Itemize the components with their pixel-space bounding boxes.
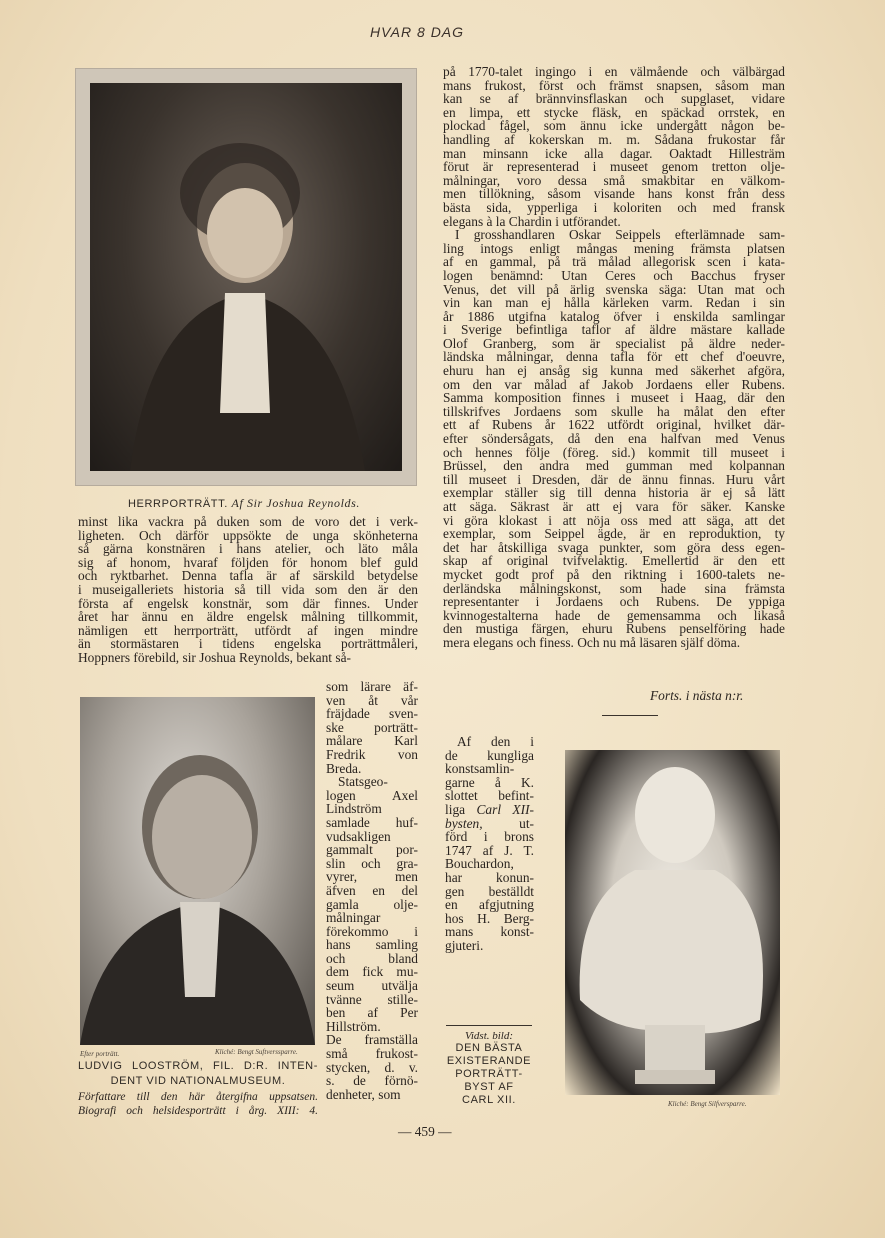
text-line xyxy=(445,803,534,817)
text-line: ett af Rubens år 1622 utfördt original, hvilket där- xyxy=(443,417,785,433)
text-line: ven åt vår xyxy=(326,692,418,708)
text-line: garne å K. xyxy=(445,774,534,790)
text-line: gen beställdt xyxy=(445,883,534,899)
text-line: kvinnogestalterna hade de gemensamma och likaså xyxy=(443,607,785,623)
text-line: nämligen ett herrporträtt, utfördt af ingen mindre xyxy=(78,622,418,638)
text-line: i Sverige befintliga taflor af äldre mästare kallade xyxy=(443,322,785,338)
text-line: en afgjutning xyxy=(445,897,534,913)
text-line: man minsann icke alla dagar. Oaktadt Hillesträm xyxy=(443,145,785,161)
page-number: — 459 — xyxy=(398,1124,452,1139)
text-line: än stormästaren i tidens engelska porträttmåleri, xyxy=(78,636,418,652)
text-line: målare Karl xyxy=(326,733,418,749)
text-line: Bouchardon, xyxy=(445,856,514,872)
text-line: efter söndersågats, då den ena halfvan med Venus xyxy=(443,431,785,447)
text-line: vin kan man ej hålla kärleken varm. Redan i sin xyxy=(443,295,785,311)
text-line: Hillström. xyxy=(326,1018,381,1034)
right-column-text xyxy=(443,65,785,650)
text-line: s. de förnö- xyxy=(326,1073,418,1089)
text-line: mycket godt prof på den riktning i 1600-talets ne- xyxy=(443,566,785,582)
bust-caption-line: DEN BÄSTA xyxy=(455,1042,523,1054)
text-line: äfven en del xyxy=(326,882,418,898)
text-line: till museet i Dresden, där de ännu finnas. Huru vårt xyxy=(443,471,785,487)
photo-ludvig-looström xyxy=(80,697,315,1045)
text-line: exemplar, som Seippel ägde, är en reproduktion, ty xyxy=(443,526,785,542)
text-line: minst lika vackra på duken som de voro det i verk- xyxy=(78,514,418,529)
text-line: De framställa xyxy=(326,1032,418,1048)
text-line: Lindström xyxy=(326,801,382,817)
text-line: tvänne stille- xyxy=(326,991,418,1007)
top-figure-caption xyxy=(128,496,360,511)
text-line: Fredrik von xyxy=(326,746,418,762)
bust-sculpture-icon xyxy=(565,750,780,1095)
text-line: ske porträtt- xyxy=(326,719,418,735)
text-line: ligheten. Och därför uppsökte de unga skönheterna xyxy=(78,527,418,543)
text-line: seum utvälja xyxy=(326,978,418,994)
text-line: så gärna konstnären i hans atelier, och läto måla xyxy=(78,541,418,557)
text-line: Breda. xyxy=(326,760,362,776)
text-line: Brüssel, den andra med gumman med kolpannan xyxy=(443,458,785,474)
text-line: denheter, som xyxy=(326,1086,401,1102)
text-line: målningar xyxy=(326,910,381,926)
continued-note: Forts. i nästa n:r. xyxy=(650,688,744,703)
bottom-caption-line2: DENT VID NATIONALMUSEUM. xyxy=(110,1075,286,1087)
text-line: förut är representerad i museet genom tretton olje- xyxy=(443,159,785,175)
text-line: sig af honom, hvaraf följden för honom blef guld xyxy=(78,554,418,570)
text-line: I grosshandlaren Oskar Seippels efterlämnade sam- xyxy=(455,227,785,243)
text-line: elegans à la Chardin i utförandet. xyxy=(443,213,621,229)
text-line: mera elegans och finess. Och nu må läsaren själf döma. xyxy=(443,634,741,650)
text-line: logen benämnd: Utan Ceres och Bacchus fryser xyxy=(443,267,785,283)
photo-credit-left: Efter porträtt. xyxy=(80,1050,120,1058)
text-line: att säga. Säkrast är att ej vara för säker. Kanske xyxy=(443,499,785,514)
photo-credit-right: Kliché: Bengt Suftverssparre. xyxy=(215,1048,298,1056)
caption-label: HERRPORTRÄTT. xyxy=(128,498,228,510)
text-line: vi göra klokast i att nöja oss med att säga, att det xyxy=(443,512,785,528)
text-line: logen Axel xyxy=(326,787,418,803)
bust-caption xyxy=(444,1030,534,1107)
text-line: 1747 af J. T. xyxy=(445,842,534,858)
bust-photo-credit: Kliché: Bengt Silfversparre. xyxy=(668,1100,747,1108)
text-line: förekommo i xyxy=(326,923,418,939)
text-line: slin och gra- xyxy=(326,855,418,871)
text-line: representanter i Jordaens och Rubens. De yppiga xyxy=(443,594,785,610)
text-line: målningar, voro dessa små smakbitar en välkom- xyxy=(443,172,785,188)
text-line: Statsgeo- xyxy=(338,774,388,790)
text-line: af en gammal, på trä målad allegorisk scen i kata- xyxy=(443,254,785,270)
text-line: år 1886 utgifna katalog öfver i enskilda samlingar xyxy=(443,308,785,324)
text-line: gjuteri. xyxy=(445,937,484,953)
text-line: samlade huf- xyxy=(326,814,418,830)
text-line: skap af original tvifvelaktig. Emellertid är den ett xyxy=(443,553,785,569)
text-line: tillskrifves Jordaens som skulle ha målat den efter xyxy=(443,403,785,419)
italic-title: Carl XII- xyxy=(476,801,534,817)
text-line: den mustiga färgen, ehuru Rubens penselföring hade xyxy=(443,621,785,637)
text-line: Af den i xyxy=(457,734,534,749)
text-line: mans frukost, först och främst snapsen, såsom man xyxy=(443,77,785,93)
text-line: derländska målningskonst, som hade sina främsta xyxy=(443,580,785,596)
bust-caption-line: PORTRÄTT- xyxy=(455,1068,523,1080)
text-line: det har åtskilliga svaga punkter, som göra dess egen- xyxy=(443,539,785,555)
text-line: små frukost- xyxy=(326,1046,418,1062)
bust-column-text xyxy=(445,735,534,953)
text-line: kan se af brännvinsflaskan och supglaset, vidare xyxy=(443,91,785,107)
text-line: i museigalleriets historia så till vida som den är den xyxy=(78,581,418,597)
narrow-column-text xyxy=(326,680,418,1101)
text-line: bästa sida, ypperliga i koloriten och med fransk xyxy=(443,199,785,215)
text-line: ben af Per xyxy=(326,1005,418,1021)
text-line: konstsamlin- xyxy=(445,761,515,777)
text-line: vudsakligen xyxy=(326,828,391,844)
bottom-note-line1: Författare till den här återgifna uppsatsen. xyxy=(78,1091,318,1103)
text: liga xyxy=(445,801,477,817)
section-divider xyxy=(602,715,658,716)
text-line: Venus, det vill på ärlig svenska säga: Utan mat och xyxy=(443,281,785,297)
text-line: och hennes följe (föreg. sid.) kommit till museet i xyxy=(443,444,785,460)
text-line: Samma komposition finnes i museet i Haag, där den xyxy=(443,390,785,406)
bust-caption-intro: Vidst. bild: xyxy=(464,1030,514,1042)
bust-caption-line: CARL XII. xyxy=(462,1094,516,1106)
text-line: fräjdade sven- xyxy=(326,706,418,722)
text-line: en limpa, ett stycke fläsk, en späckad orrstek, en xyxy=(443,104,785,120)
text-line: handling af kokerskan m. m. Sådana frukostar får xyxy=(443,131,785,147)
text-line: slottet befint- xyxy=(445,788,534,804)
text-line: stycken, d. v. xyxy=(326,1059,418,1075)
text-line: ländska målningar, denna tafla för ett chef d'oeuvre, xyxy=(443,349,785,365)
text-line: ehuru han ej ansåg sig kunna med säkerhet afgöra, xyxy=(443,363,785,379)
portrait-figure-icon xyxy=(90,83,402,471)
text-line: hos H. Berg- xyxy=(445,910,534,926)
text-line: på 1770-talet ingingo i en välmående och välbärgad xyxy=(443,64,785,79)
text-line: gamla olje- xyxy=(326,896,418,912)
text-line: Olof Granberg, som är specialist på äldre neder- xyxy=(443,335,785,351)
text-line: har konun- xyxy=(445,869,534,885)
text-line: plockad fågel, som ännu icke undergått någon be- xyxy=(443,118,785,134)
text-line xyxy=(445,817,534,831)
text-line: hans samling xyxy=(326,937,418,953)
text-line: första af engelsk konstnär, som där finnes. Under xyxy=(78,595,418,611)
bust-caption-line: BYST AF xyxy=(464,1081,514,1093)
text-line: och ryktbarhet. Denna tafla är af särskild betydelse xyxy=(78,568,418,584)
bust-caption-rule xyxy=(446,1025,532,1026)
text-line: dem fick mu- xyxy=(326,964,418,980)
magazine-header: HVAR 8 DAG xyxy=(370,24,465,40)
text-line: vyrer, men xyxy=(326,869,418,885)
text-line: om den var målad af Jakob Jordaens eller Rubens. xyxy=(443,376,785,392)
text-line: förd i brons xyxy=(445,829,534,845)
text-line: Hoppners förebild, sir Joshua Reynolds, bekant så- xyxy=(78,649,351,665)
bottom-note-line2: Biografi och helsidesporträtt i årg. XIII: 4. xyxy=(78,1105,318,1117)
caption-credit: Af Sir Joshua Reynolds. xyxy=(231,496,360,510)
text-line: de kungliga xyxy=(445,747,534,763)
text: ut- xyxy=(519,815,534,831)
text-line: som lärare äf- xyxy=(326,679,418,694)
bust-caption-line: EXISTERANDE xyxy=(446,1055,532,1067)
text-line: ling intogs enligt mångas mening främsta platsen xyxy=(443,240,785,256)
bottom-caption-line1: LUDVIG LOOSTRÖM, FIL. D:R. INTEN- xyxy=(78,1060,318,1072)
portrait-frame xyxy=(75,68,417,486)
photo-carl-xii-bust xyxy=(565,750,780,1095)
text-line: och bland xyxy=(326,950,418,966)
text-line: mans konst- xyxy=(445,924,534,940)
italic-title: bysten, xyxy=(445,815,483,831)
person-figure-icon xyxy=(80,697,315,1045)
portrait-herrportratt xyxy=(90,83,402,471)
text-line: gammalt por- xyxy=(326,842,418,858)
text-line: men tillökning, såsom visande hans konst från dess xyxy=(443,186,785,202)
text-line: året har ännu en äldre engelsk målning tillkommit, xyxy=(78,609,418,625)
text-line: exemplar ställer sig till denna historia är ej så lätt xyxy=(443,485,785,501)
left-column-text xyxy=(78,515,418,665)
